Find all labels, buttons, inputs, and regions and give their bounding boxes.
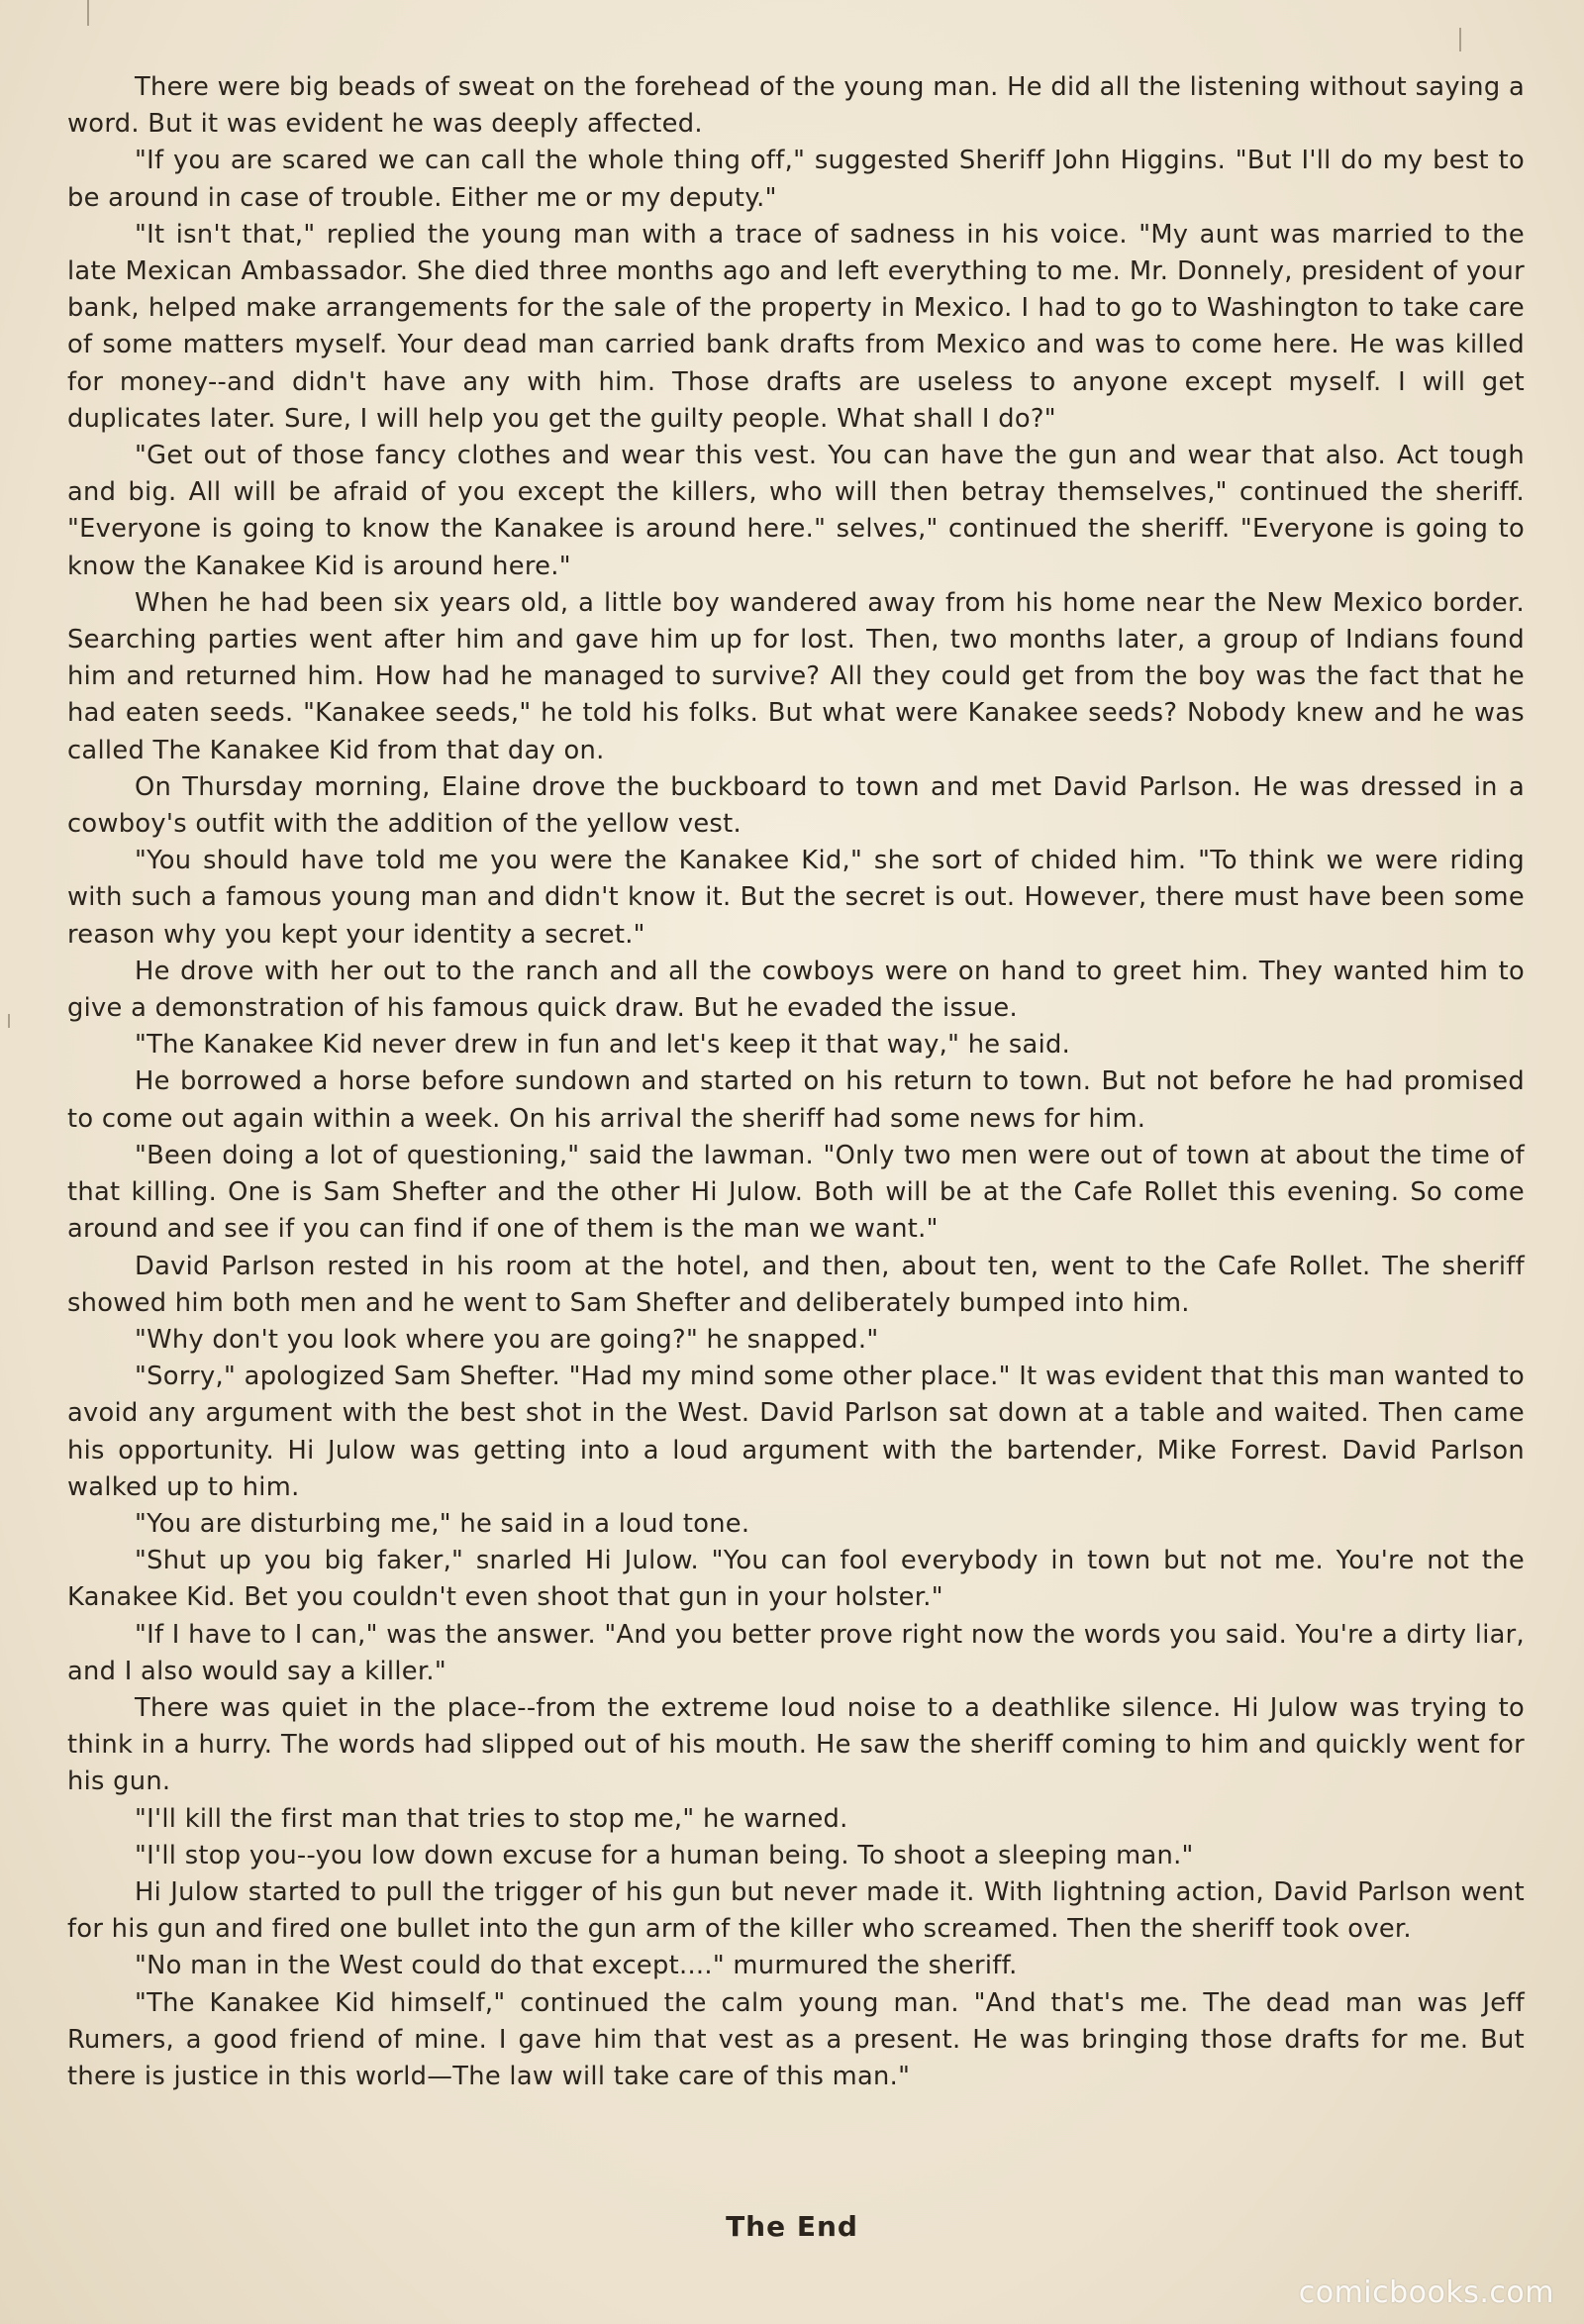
paragraph: "It isn't that," replied the young man with a trace of sadness in his voice. "My aunt was married to the late Mexican Ambassador. She died three months ago and left everything to me. Mr. Donnely, president of your bank, helped make arrangements for the sale of the property in Mexico. I had to go to Washington to take care of some matters myself. Your dead man carried bank drafts from Mexico and was to come here. He was killed for money--and didn't have any with him. Those drafts are useless to anyone except myself. I will get duplicates later. Sure, I will help you get the guilty people. What shall I do?" [67,219,1525,434]
paragraph: "If you are scared we can call the whole thing off," suggested Sheriff John Higgins. "But I'll do my best to be around in case of trouble. Either me or my deputy." [67,146,1525,213]
story-text [67,69,1525,2095]
scan-mark [87,0,89,26]
paragraph: "You should have told me you were the Kanakee Kid," she sort of chided him. "To think we were riding with such a famous young man and didn't know it. But the secret is out. However, there must have been some reason why you kept your identity a secret." [67,846,1525,950]
paragraph: "Been doing a lot of questioning," said the lawman. "Only two men were out of town at about the time of that killing. One is Sam Shefter and the other Hi Julow. Both will be at the Cafe Rollet this evening. So come around and see if you can find if one of them is the man we want." [67,1140,1525,1245]
paragraph: "Shut up you big faker," snarled Hi Julow. "You can fool everybody in town but not me. You're not the Kanakee Kid. Bet you couldn't even shoot that gun in your holster." [67,1546,1525,1613]
paragraph: "Why don't you look where you are going?" he snapped." [135,1324,879,1355]
paragraph: When he had been six years old, a little boy wandered away from his home near the New Mexico border. Searching parties went after him and gave him up for lost. Then, two months later, a group of Indians found him and returned him. How had he managed to survive? All they could get from the boy was the fact that he had eaten seeds. "Kanakee seeds," he told his folks. But what were Kanakee seeds? Nobody knew and he was called The Kanakee Kid from that day on. [67,587,1525,765]
paragraph: There was quiet in the place--from the extreme loud noise to a deathlike silence. Hi Julow was trying to think in a hurry. The words had slipped out of his mouth. He saw the sheriff coming to him and quickly went for his gun. [67,1692,1525,1797]
paragraph: There were big beads of sweat on the forehead of the young man. He did all the listening without saying a word. But it was evident he was deeply affected. [67,72,1525,140]
paragraph: "Sorry," apologized Sam Shefter. "Had my mind some other place." It was evident that this man wanted to avoid any argument with the best shot in the West. David Parlson sat down at a table and waited. Then came his opportunity. Hi Julow was getting into a loud argument with the bartender, Mike Forrest. David Parlson walked up to him. [67,1362,1525,1502]
scan-mark [1459,28,1461,51]
scan-mark [8,1014,10,1028]
paragraph: "I'll kill the first man that tries to stop me," he warned. [135,1803,848,1834]
paragraph: He drove with her out to the ranch and all the cowboys were on hand to greet him. They wanted him to give a demonstration of his famous quick draw. But he evaded the issue. [67,956,1525,1024]
paragraph: He borrowed a horse before sundown and started on his return to town. But not before he had promised to come out again within a week. On his arrival the sheriff had some news for him. [67,1066,1525,1134]
paragraph: David Parlson rested in his room at the hotel, and then, about ten, went to the Cafe Rollet. The sheriff showed him both men and he went to Sam Shefter and deliberately bumped into him. [67,1251,1525,1318]
paragraph: "I'll stop you--you low down excuse for a human being. To shoot a sleeping man." [135,1840,1194,1870]
paragraph: "Get out of those fancy clothes and wear this vest. You can have the gun and wear that also. Act tough and big. All will be afraid of you except the killers, who will then betray themselves," continued the sheriff. "Everyone is going to know the Kanakee is around here." selves," continued the sheriff. "Everyone is going to know the Kanakee Kid is around here." [67,441,1525,581]
paragraph: "If I have to I can," was the answer. "And you better prove right now the words you said. You're a dirty liar, and I also would say a killer." [67,1619,1525,1686]
paragraph: "The Kanakee Kid never drew in fun and let's keep it that way," he said. [135,1030,1071,1061]
paragraph: "The Kanakee Kid himself," continued the calm young man. "And that's me. The dead man was Jeff Rumers, a good friend of mine. I gave him that vest as a present. He was bringing those drafts for me. But there is justice in this world—The law will take care of this man." [67,1987,1525,2091]
paragraph: "No man in the West could do that except...." murmured the sheriff. [135,1951,1018,1981]
watermark: comicbooks.com [1298,2275,1554,2310]
story-ending: The End [726,2210,858,2243]
paragraph: "You are disturbing me," he said in a loud tone. [135,1508,750,1539]
paragraph: Hi Julow started to pull the trigger of his gun but never made it. With lightning action, David Parlson went for his gun and fired one bullet into the gun arm of the killer who screamed. Then the sheriff took over. [67,1876,1525,1945]
paragraph: On Thursday morning, Elaine drove the buckboard to town and met David Parlson. He was dressed in a cowboy's outfit with the addition of the yellow vest. [67,771,1525,840]
